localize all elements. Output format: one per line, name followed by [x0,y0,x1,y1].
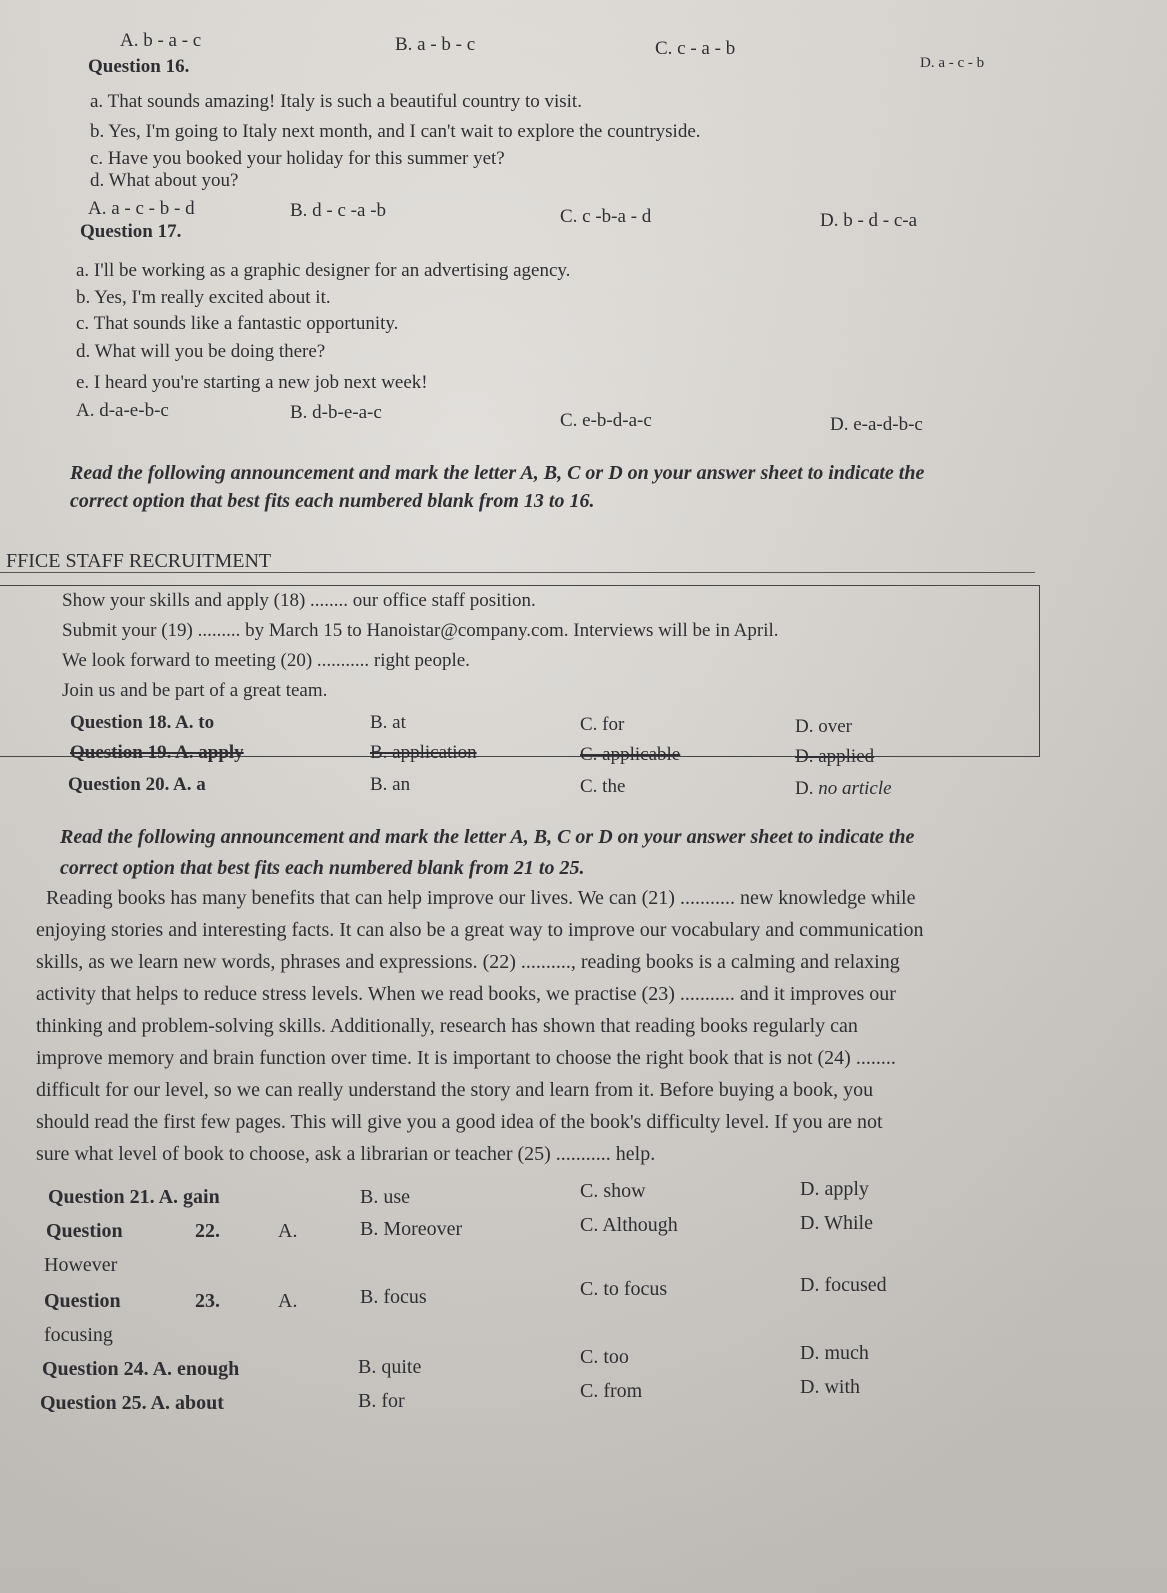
q17-option-b: B. d-b-e-a-c [290,402,382,423]
instruction-1-line-1: Read the following announcement and mark the letter A, B, C or D on your answer sheet to indicate the [70,462,925,484]
q20-option-d-prefix: D. [795,778,814,799]
q20-option-b: B. an [370,774,411,795]
q23-option-d: D. focused [800,1274,887,1296]
q19-option-b: B. application [370,742,477,763]
q17-item-b: b. Yes, I'm really excited about it. [76,287,331,308]
q25-option-c: C. from [580,1380,643,1402]
q22-option-d: D. While [800,1212,873,1234]
passage-line: activity that helps to reduce stress levels. When we read books, we practise (23) ........... and it improves our [36,983,896,1005]
q18-option-d: D. over [795,716,852,737]
q19-label: Question 19. A. apply [70,742,244,763]
q17-option-d: D. e-a-d-b-c [830,414,923,435]
q24-label: Question 24. A. enough [42,1358,240,1380]
notice-line-18: Show your skills and apply (18) ........ our office staff position. [62,590,536,611]
q22-option-a-text: However [44,1254,118,1276]
q17-item-d: d. What will you be doing there? [76,341,326,362]
q16-item-c: c. Have you booked your holiday for this summer yet? [90,148,505,169]
q23-number: 23. [195,1290,220,1312]
q23-option-c: C. to focus [580,1278,668,1300]
q16-option-d: D. b - d - c-a [820,210,918,231]
passage-line: Reading books has many benefits that can help improve our lives. We can (21) ........... new knowledge while [46,887,916,909]
reading-passage [36,882,1106,1170]
passage-line: thinking and problem-solving skills. Additionally, research has shown that reading books regularly can [36,1015,858,1037]
instruction-2-line-1: Read the following announcement and mark the letter A, B, C or D on your answer sheet to indicate the [60,826,915,848]
passage-line: skills, as we learn new words, phrases and expressions. (22) .........., reading books is a calming and relaxing [36,951,900,973]
passage-line: should read the first few pages. This will give you a good idea of the book's difficulty level. If you are not [36,1111,883,1133]
q22-option-b: B. Moreover [360,1218,463,1240]
q21-option-d: D. apply [800,1178,869,1200]
q16-title: Question 16. [88,56,190,77]
q24-option-b: B. quite [358,1356,422,1378]
q18-option-c: C. for [580,714,625,735]
q21-option-b: B. use [360,1186,410,1208]
passage-line: enjoying stories and interesting facts. It can also be a great way to improve our vocabulary and communication [36,919,924,941]
q23-option-a-text: focusing [44,1324,113,1346]
q20-option-d [795,778,892,800]
q17-option-c: C. e-b-d-a-c [560,410,652,431]
q17-item-e: e. I heard you're starting a new job next week! [76,372,428,393]
instruction-2-line-2: correct option that best fits each numbered blank from 21 to 25. [60,857,585,879]
q16-option-b: B. d - c -a -b [290,200,387,221]
instruction-1-line-2: correct option that best fits each numbered blank from 13 to 16. [70,490,595,512]
q17-item-c: c. That sounds like a fantastic opportunity. [76,313,399,334]
notice-top-rule [0,572,1035,573]
q19-option-c: C. applicable [580,744,681,765]
q23-option-a-letter: A. [278,1290,298,1312]
q18-label: Question 18. A. to [70,712,215,733]
q22-option-a-letter: A. [278,1220,298,1242]
passage-line: sure what level of book to choose, ask a librarian or teacher (25) ........... help. [36,1143,656,1165]
q22-option-c: C. Although [580,1214,678,1236]
q24-option-c: C. too [580,1346,629,1368]
notice-line-20: We look forward to meeting (20) ........... right people. [62,650,470,671]
q22-number: 22. [195,1220,220,1242]
q20-label: Question 20. A. a [68,774,206,795]
q25-option-b: B. for [358,1390,405,1412]
q16-option-c: C. c -b-a - d [560,206,652,227]
q16-item-b: b. Yes, I'm going to Italy next month, and I can't wait to explore the countryside. [90,121,701,142]
q15-option-b: B. a - b - c [395,34,476,55]
q15-option-c: C. c - a - b [655,38,736,59]
notice-line-19: Submit your (19) ......... by March 15 to Hanoistar@company.com. Interviews will be in April. [62,620,779,641]
q23-option-b: B. focus [360,1286,427,1308]
q20-option-d-text: no article [818,778,892,799]
q16-item-a: a. That sounds amazing! Italy is such a beautiful country to visit. [90,91,582,112]
q19-option-d: D. applied [795,746,875,767]
q21-option-c: C. show [580,1180,646,1202]
q25-label: Question 25. A. about [40,1392,224,1414]
q21-label: Question 21. A. gain [48,1186,220,1208]
notice-line-closing: Join us and be part of a great team. [62,680,328,701]
q16-option-a: A. a - c - b - d [88,198,195,219]
passage-line: improve memory and brain function over time. It is important to choose the right book that is not (24) ........ [36,1047,896,1069]
q17-title: Question 17. [80,221,182,242]
q25-option-d: D. with [800,1376,860,1398]
q16-item-d: d. What about you? [90,170,239,191]
passage-line: difficult for our level, so we can really understand the story and learn from it. Before buying a book, you [36,1079,874,1101]
q17-item-a: a. I'll be working as a graphic designer for an advertising agency. [76,260,571,281]
notice-heading: FFICE STAFF RECRUITMENT [6,550,272,572]
q23-question-word: Question [44,1290,121,1312]
q22-question-word: Question [46,1220,123,1242]
q15-option-a: A. b - a - c [120,30,202,51]
q15-option-d: D. a - c - b [920,55,985,71]
q24-option-d: D. much [800,1342,869,1364]
q20-option-c: C. the [580,776,626,797]
q17-option-a: A. d-a-e-b-c [76,400,169,421]
q18-option-b: B. at [370,712,406,733]
